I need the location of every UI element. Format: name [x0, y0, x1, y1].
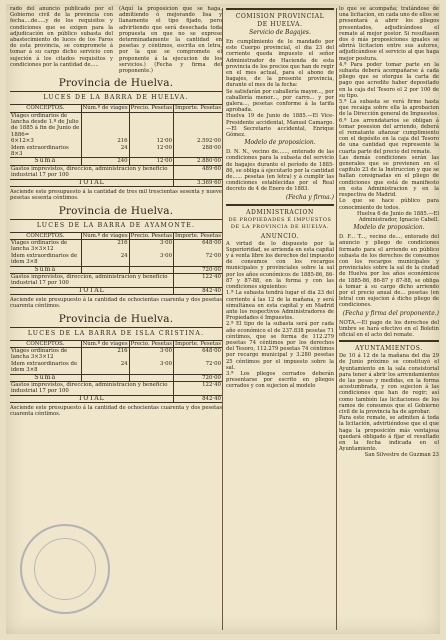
sum-price — [129, 374, 173, 381]
heading: Modelo de proposicion. — [353, 224, 425, 232]
heading: ANUNCIO. — [260, 232, 300, 240]
column-header: CONCEPTOS. — [10, 105, 81, 112]
heading: DE LA PROVINCIA DE HUELVA. — [230, 223, 330, 230]
column-header: Precio. Pesetas — [130, 340, 173, 347]
budget-table — [10, 340, 222, 404]
paragraph: A virtud de lo dispuesto por la Superioridad, se arrienda en esta capital y á venta libre los derechos del impuesto de consumos con los recargos municipales y provinciales sobre la sal por los años económicos de 1885-86, 86-87 y 87-88, en la forma y con las condiciones siguientes: — [226, 240, 334, 291]
section-subtitle: LUCES DE LA BARRA DE AYAMONTE. — [36, 221, 196, 229]
paragraph: Huelva 19 de Junio de 1885.—El Vice-Presidente accidental, Manuel Camargo.—El Secretario accidental, Enrique Gómez. — [226, 113, 334, 139]
table-row — [10, 145, 222, 158]
row-trips: 24 — [81, 145, 129, 158]
signature: (Fecha y firma.) — [285, 193, 334, 201]
expenses-amount: 489·60 — [174, 165, 222, 179]
section-province-title: Provincia de Huelva. — [58, 204, 174, 217]
row-price: 3·00 — [129, 361, 173, 374]
budget-section-isla-cristina — [10, 313, 222, 418]
budget-table — [10, 104, 222, 187]
total-amount: 3.369·60 — [174, 179, 222, 186]
section-subtitle: LUCES DE LA BARRA DE ISLA CRISTINA. — [27, 329, 205, 337]
ink-stamp — [20, 524, 110, 614]
paragraph: D. F... T..., vecino de..., enterado del anuncio y pliego de condiciones formado para el arriendo en público subasta de los derechos de consumos con los recargos municipales y provinciales sobre la sal de la ciudad de Huelva por los años económicos de 1885-86, 86-87 y 87-88, se obliga á tomar á su cargo dicho arriendo por el precio anual de... pesetas (en letra) con sujecion á dicho pliego de condiciones. — [339, 234, 439, 309]
sum-price — [129, 266, 173, 273]
total-label: TOTAL — [10, 287, 174, 294]
paragraph: 2.ª El tipo de la subasta será por cada año económico el de 237.838 pesetas 71 céntimos, que se forma de 112.279 pesetas 74 céntimos por los derechos del Tesoro, 112.279 pesetas 74 céntimos por recargo municipal y 3.280 pesetas 25 céntimos por el impuesto sobre la sal. — [226, 321, 334, 371]
row-trips: 24 — [81, 253, 129, 266]
row-price: 3·00 — [129, 239, 173, 252]
row-concept: Viages ordinarios de lancha 3×3×12 — [11, 239, 68, 253]
section-subtitle: LUCES DE LA BARRA DE HUELVA. — [43, 94, 189, 102]
budget-section-huelva — [10, 77, 222, 201]
column-2 — [226, 6, 334, 390]
heading: DE PROPIEDADES É IMPUESTOS — [228, 216, 332, 223]
heading: DE HUELVA. — [257, 21, 303, 28]
row-price: 12·00 — [129, 145, 173, 158]
section-note: Asciende este presupuesto á la cantidad de ochocientas cuarenta y dos pesetas cuarenta céntimos. — [10, 405, 222, 418]
expenses-row — [10, 382, 222, 396]
row-amount: 288·00 — [174, 145, 222, 158]
sum-amount: 720·00 — [174, 374, 222, 381]
sum-amount: 720·00 — [174, 266, 222, 273]
signature: (Fecha y firma del proponente.) — [342, 309, 439, 317]
expenses-amount: 122·40 — [174, 382, 222, 396]
budget-section-ayamonte — [10, 205, 222, 310]
column-3 — [339, 6, 439, 459]
paragraph: lo que se acompaña; tratándose de una licitacion, en cada uno de ellos se presentará á abrir los pliegos presentados, adjudicándose el remate al mejor postor. Si resultasen dos ó más proposiciones iguales se abrirá licitacion entre sus autores, adjudicándose el servicio al que haga mejor postura. — [339, 6, 439, 62]
column-header: Importe. Pesetas — [175, 340, 221, 347]
paragraph: 5.ª La subasta se verá firme hasta que recaiga sobre ella la aprobacion de la Dirección general de Impuestos. — [339, 99, 439, 118]
paragraph: En cumplimiento de lo mandado por este Cuerpo provincial, el dia 23 del corriente queda impuesto el señor Administrador de Hacienda de esta provincia de los precios que han de regir en el mes actual, para el abono de bagajes, de la presente provincia, durante el mes de la fecha: — [226, 39, 335, 89]
budget-table — [10, 232, 222, 296]
row-concept: Viages ordinarios de lancha 3×3×12 — [11, 347, 68, 361]
paragraph: Las demás condiciones serán las generales que se previenen en el capitulo 23 de la Instruccion y que se hallan consignadas en el pliego de condiciones que está de manifiesto en esta Administracion y en la respectiva de Madrid. — [339, 154, 439, 199]
paragraph: D. N. N., vecino de......, enterado de las condiciones para la subasta del servicio de bagajes durante el período de 1885-86, se obliga á ejecutarlo por la cantidad de...... pesetas (en letra) y á cumplir las condiciones establecidas por el Real decreto de 4 de Enero de 1883. — [226, 149, 334, 193]
section-note: Asciende este presupuesto á la cantidad de ochocientas cuarenta y dos pesetas cuarenta céntimos. — [10, 297, 222, 310]
proposal-note: (Aquí la proposicion que se haga, admitiendo ó mejorando lisa y llanamente el tipo fijado, pero advirtiendo que será desechada toda propuesta en que no se exprese determinadamente la cantidad en pesetas y céntimos, escrita en letra, por la que se compromete el proponente á la ejecucion de los servicios.) (Fecha y firma del proponente.) — [119, 6, 222, 75]
table-row — [10, 253, 222, 266]
row-price: 3·00 — [129, 253, 173, 266]
section-note: Asciende este presupuesto á la cantidad de tres mil trescientas sesenta y nueve pesetas sesenta céntimos. — [10, 189, 222, 202]
newspaper-page — [6, 4, 440, 634]
sum-row — [10, 158, 222, 165]
row-amount: 648·00 — [174, 239, 222, 252]
column-header: Importe. Pesetas — [175, 105, 221, 112]
column-header: CONCEPTOS. — [10, 232, 81, 239]
expenses-label: Gastos imprevistos, direccion, administracion y beneficio industrial 17 por 100 — [11, 273, 168, 287]
paragraph: Se satisfarán por caballería mayor..., por caballería menor..., por carro... y por galera..., pesetas conforme á la tarifa aprobada. — [226, 88, 334, 114]
column-divider — [222, 8, 223, 630]
row-concept: 6×12×3 — [11, 138, 34, 145]
sum-trips — [81, 266, 129, 273]
column-header: Núm.º de viages — [82, 105, 128, 112]
paragraph: Lo que se hace público para conocimiento de todos. — [339, 198, 439, 211]
paragraph: Para este remate, se admiten á toda la licitación, advirtiéndose que el que haga la proposición más ventajosa quedará obligado á fijar el resultado en la fecha indicada en el Ayuntamiento. — [339, 415, 439, 453]
expenses-row — [10, 165, 222, 179]
table-row — [10, 347, 222, 360]
column-header: Núm.º de viages — [82, 340, 128, 347]
sum-amount: 2.880·00 — [174, 158, 222, 165]
total-row — [10, 179, 222, 186]
column-divider — [336, 8, 337, 630]
total-amount: 842·40 — [174, 395, 222, 402]
table-row — [10, 239, 222, 252]
section-province-title: Provincia de Huelva. — [58, 77, 174, 90]
row-price — [129, 112, 173, 138]
column-header: Precio. Pesetas — [130, 105, 173, 112]
paragraph: 3.ª Los pliegos cerrados deberán presentarse por escrito en pliegos cerrados y con sujecion al modelo — [226, 370, 334, 390]
column-header: Núm.º de viages — [82, 232, 128, 239]
column-header: Precio. Pesetas — [130, 232, 173, 239]
sum-label: Suma — [10, 158, 81, 165]
row-trips: 216 — [81, 347, 129, 360]
paragraph: San Silvestre de Guzman 23 — [364, 452, 439, 459]
row-amount: 72·00 — [174, 361, 222, 374]
sum-row — [10, 266, 222, 273]
paragraph: 6.ª Los arrendatarios se obligan á tomar posesion del arriendo, deberá el rematante afianzar cumplimiento con el depósito en la caja del Tesoro de una cantidad que represente la cuarta parte del precio del remate. — [339, 117, 439, 155]
row-amount: 648·00 — [174, 347, 222, 360]
row-concept: Idem extraordinarios de idem 3×8 — [11, 360, 78, 374]
table-row — [10, 361, 222, 374]
intro-text: rado del anuncio publicado por el Gobierno civil de la provincia con fecha....de.....y de los requisitos y condiciones que se exigen para la adjudicación en público subasta del abastecimiento de luces de los Faros de esta provincia, se compromete á tomar á su cargo dicho servicio con sujeción á los citados requisitos y condiciones por la cantidad de..... — [10, 6, 113, 68]
expenses-amount: 122·40 — [174, 273, 222, 287]
column-header: Importe. Pesetas — [175, 232, 221, 239]
expenses-label: Gastos imprevistos, direccion, administracion y beneficio industrial 17 por 100 — [11, 382, 168, 395]
sum-label: Suma — [10, 266, 81, 273]
heading: ADMINISTRACION — [246, 208, 314, 216]
sum-label: Suma — [10, 374, 81, 381]
total-label: TOTAL — [10, 179, 174, 186]
row-amount — [174, 112, 222, 138]
expenses-row — [10, 273, 222, 287]
column-header: CONCEPTOS. — [10, 340, 81, 347]
paragraph: De 10 á 12 de la mañana del dia 29 de Junio próximo se constituyó el Ayuntamiento en la sala consistorial para tener á abrir los arrendamientos de las pesas y medidas, en la forma acostumbrada, y con sujecion á las condiciones que han de regir; así como también las licitaciones de los ramos de consumos que el Gobierno civil de la provincia ha de aprobar. — [339, 353, 439, 415]
heading: Modelo de proposicion. — [244, 139, 316, 147]
row-concept: Idem extraordinarios de idem 3×8 — [11, 252, 78, 266]
paragraph: NOTA.—El pago de los derechos del timbre se hará efectivo en el Boletin oficial en el acto del remate. — [339, 319, 439, 338]
sum-row — [10, 374, 222, 381]
total-row — [10, 287, 222, 294]
row-amount: 72·00 — [174, 253, 222, 266]
total-row — [10, 395, 222, 402]
total-amount: 842·40 — [174, 287, 222, 294]
section-province-title: Provincia de Huelva. — [58, 312, 174, 325]
heading: COMISION PROVINCIAL — [235, 13, 325, 20]
expenses-label: Gastos imprevistos, direccion, administracion y beneficio industrial 17 por 100 — [11, 165, 168, 179]
row-trips: 216 — [81, 138, 129, 144]
row-trips: 24 — [81, 361, 129, 374]
row-concept: Idem extraordinarios 8×3 — [11, 144, 69, 158]
heading: AYUNTAMIENTOS. — [355, 345, 423, 353]
row-price: 12·00 — [129, 138, 173, 144]
row-trips: 216 — [81, 239, 129, 252]
table-row — [10, 112, 222, 138]
row-concept: Viages ordinarios de lancha desde 1.º de Julio de 1885 á fin de Junio de 1886= — [11, 112, 80, 138]
paragraph: Huelva 6 de Junio de 1885.—El Administrador, Ignacio Cabell. — [357, 210, 439, 223]
total-label: TOTAL — [10, 395, 174, 402]
row-price: 3·00 — [129, 347, 173, 360]
sum-trips: 240 — [81, 158, 129, 165]
sum-price: 12·00 — [129, 158, 173, 165]
paragraph: 4.ª Para poder tomar parte en la subasta deberá acompañarse á cada pliego que se otorgue la carta de pago que acredite haber depositado en la caja del Tesoro el 2 por 100 de su tipo. — [339, 61, 439, 99]
sum-trips — [81, 374, 129, 381]
row-trips — [81, 112, 129, 138]
paragraph: 1.ª La subasta tendrá lugar el dia 23 del corriente á las 12 de la mañana, y será simultánea en esta capital y en Madrid ante los respectivos Administradores de Propiedades é Impuestos. — [226, 290, 334, 322]
heading: Servicio de Bagajes. — [249, 29, 311, 36]
row-amount: 2.592·00 — [174, 138, 222, 144]
column-1 — [10, 6, 222, 418]
